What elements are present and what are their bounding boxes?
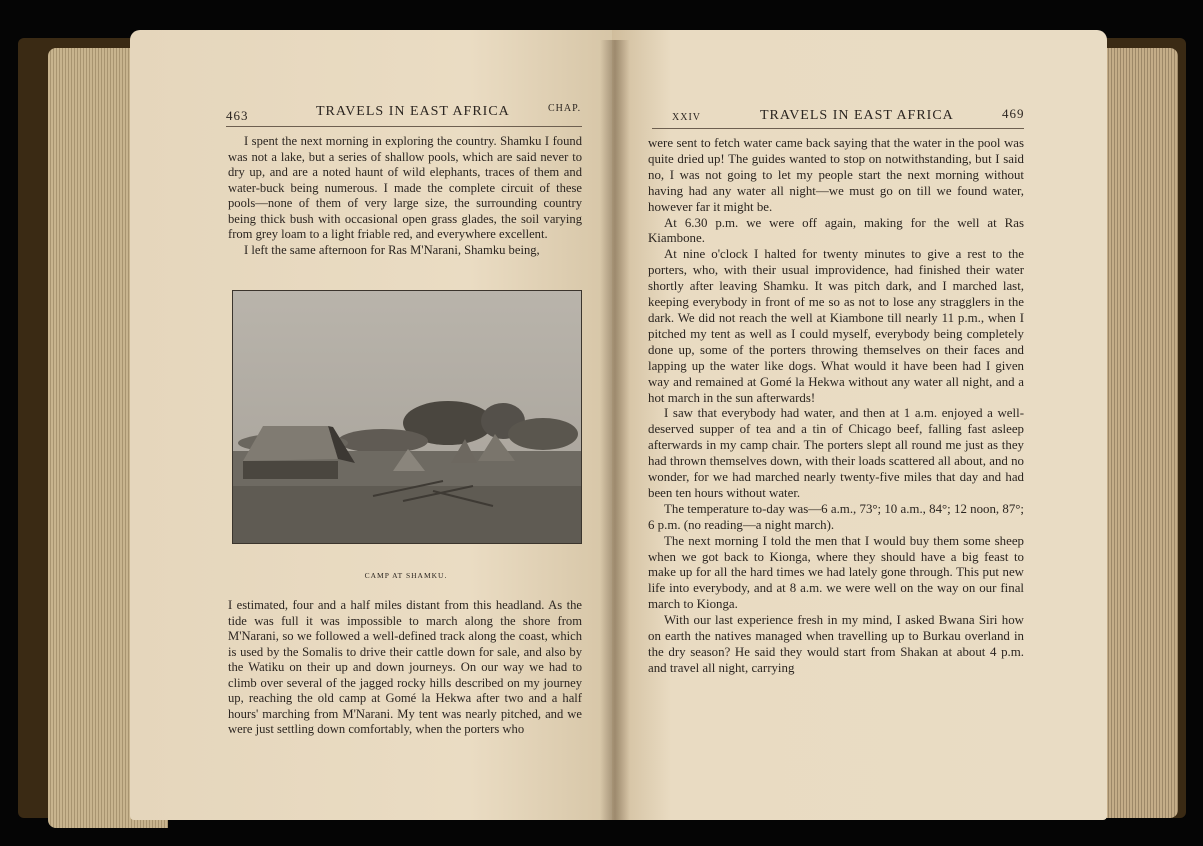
left-top-text — [228, 134, 582, 258]
left-page-number: 463 — [226, 108, 249, 123]
paragraph: I spent the next morning in exploring the country. Shamku I found was not a lake, but a series of shallow pools, which are said never to dry up, and are a noted haunt of wild elephants, traces of them and water-buck being numerous. I made the complete circuit of these pools—none of them of very large size, the surrounding country being thick bush with occasional open grass glades, the soil varying from grey loam to a light friable red, and everywhere excellent. — [228, 134, 582, 241]
right-page-number: 469 — [1002, 106, 1025, 121]
right-page-text — [648, 136, 1024, 677]
paragraph: At nine o'clock I halted for twenty minutes to give a rest to the porters, who, with their usual improvidence, had finished their water shortly after leaving Shamku. It was pitch dark, and I marched last, keeping everybody in front of me so as not to lose any stragglers in the dark. We did not reach the well at Kiambone till nearly 11 p.m., when I pitched my tent as well as I could myself, everybody being completely done up, some of the porters throwing themselves on their faces and lapping up the water like dogs. What would it have been had I given way and remained at Gomé la Hekwa without any water all night, and a hot march in the sun afterwards! — [648, 247, 1024, 405]
left-chapter-label: CHAP. — [548, 103, 582, 114]
paragraph: I left the same afternoon for Ras M'Narani, Shamku being, — [244, 242, 540, 257]
paragraph: I saw that everybody had water, and then at 1 a.m. enjoyed a well-deserved supper of tea and a tin of Chicago beef, falling fast asleep afterwards in my camp chair. The porters slept all round me just as they had thrown themselves down, with their loads scattered all about, and no wonder, for we had marched nearly twenty-five miles that day and had been ten hours without water. — [648, 406, 1024, 500]
camp-photograph — [232, 290, 582, 544]
right-running-title: TRAVELS IN EAST AFRICA — [760, 108, 954, 123]
paragraph: The temperature to-day was—6 a.m., 73°; 10 a.m., 84°; 12 noon, 87°; 6 p.m. (no reading—a night march). — [648, 501, 1024, 532]
image-caption: CAMP AT SHAMKU. — [364, 571, 448, 580]
left-bottom-text — [228, 598, 582, 738]
right-chapter-label: XXIV — [672, 112, 701, 123]
left-header-rule — [226, 126, 582, 127]
paragraph: were sent to fetch water came back saying that the water in the pool was quite dried up! The guides wanted to stop on notwithstanding, but I said no, I was not going to let my people start the next morning without having had any water all night—we must go on till we found water, however far it might be. — [648, 136, 1024, 214]
paragraph: With our last experience fresh in my mind, I asked Bwana Siri how on earth the natives managed when travelling up to Burkau overland in the dry season? He said they would start from Shakan at about 4 p.m. and travel all night, carrying — [648, 613, 1024, 675]
book-gutter — [600, 40, 630, 820]
paragraph: At 6.30 p.m. we were off again, making for the well at Ras Kiambone. — [648, 215, 1024, 246]
page-edges-right — [1103, 48, 1178, 818]
right-header-rule — [652, 128, 1024, 129]
paragraph: I estimated, four and a half miles distant from this headland. As the tide was full it was impossible to march along the shore from M'Narani, so we followed a well-defined track along the coast, which is used by the Somalis to drive their cattle down for sale, and also by the Watiku on their up and down journeys. On our way we had to climb over several of the jagged rocky hills described on my journey up, reaching the old camp at Gomé la Hekwa after two and a half hours' marching from M'Narani. My tent was nearly pitched, and we were just settling down comfortably, when the porters who — [228, 598, 582, 736]
camp-photo-illustration — [233, 291, 581, 543]
left-running-title: TRAVELS IN EAST AFRICA — [316, 104, 510, 119]
paragraph: The next morning I told the men that I would buy them some sheep when we got back to Kionga, where they should have a big feast to make up for all the hard times we had lately gone through. This put new life into everybody, and at 8 a.m. we were well on the way on our final march to Kionga. — [648, 533, 1024, 612]
